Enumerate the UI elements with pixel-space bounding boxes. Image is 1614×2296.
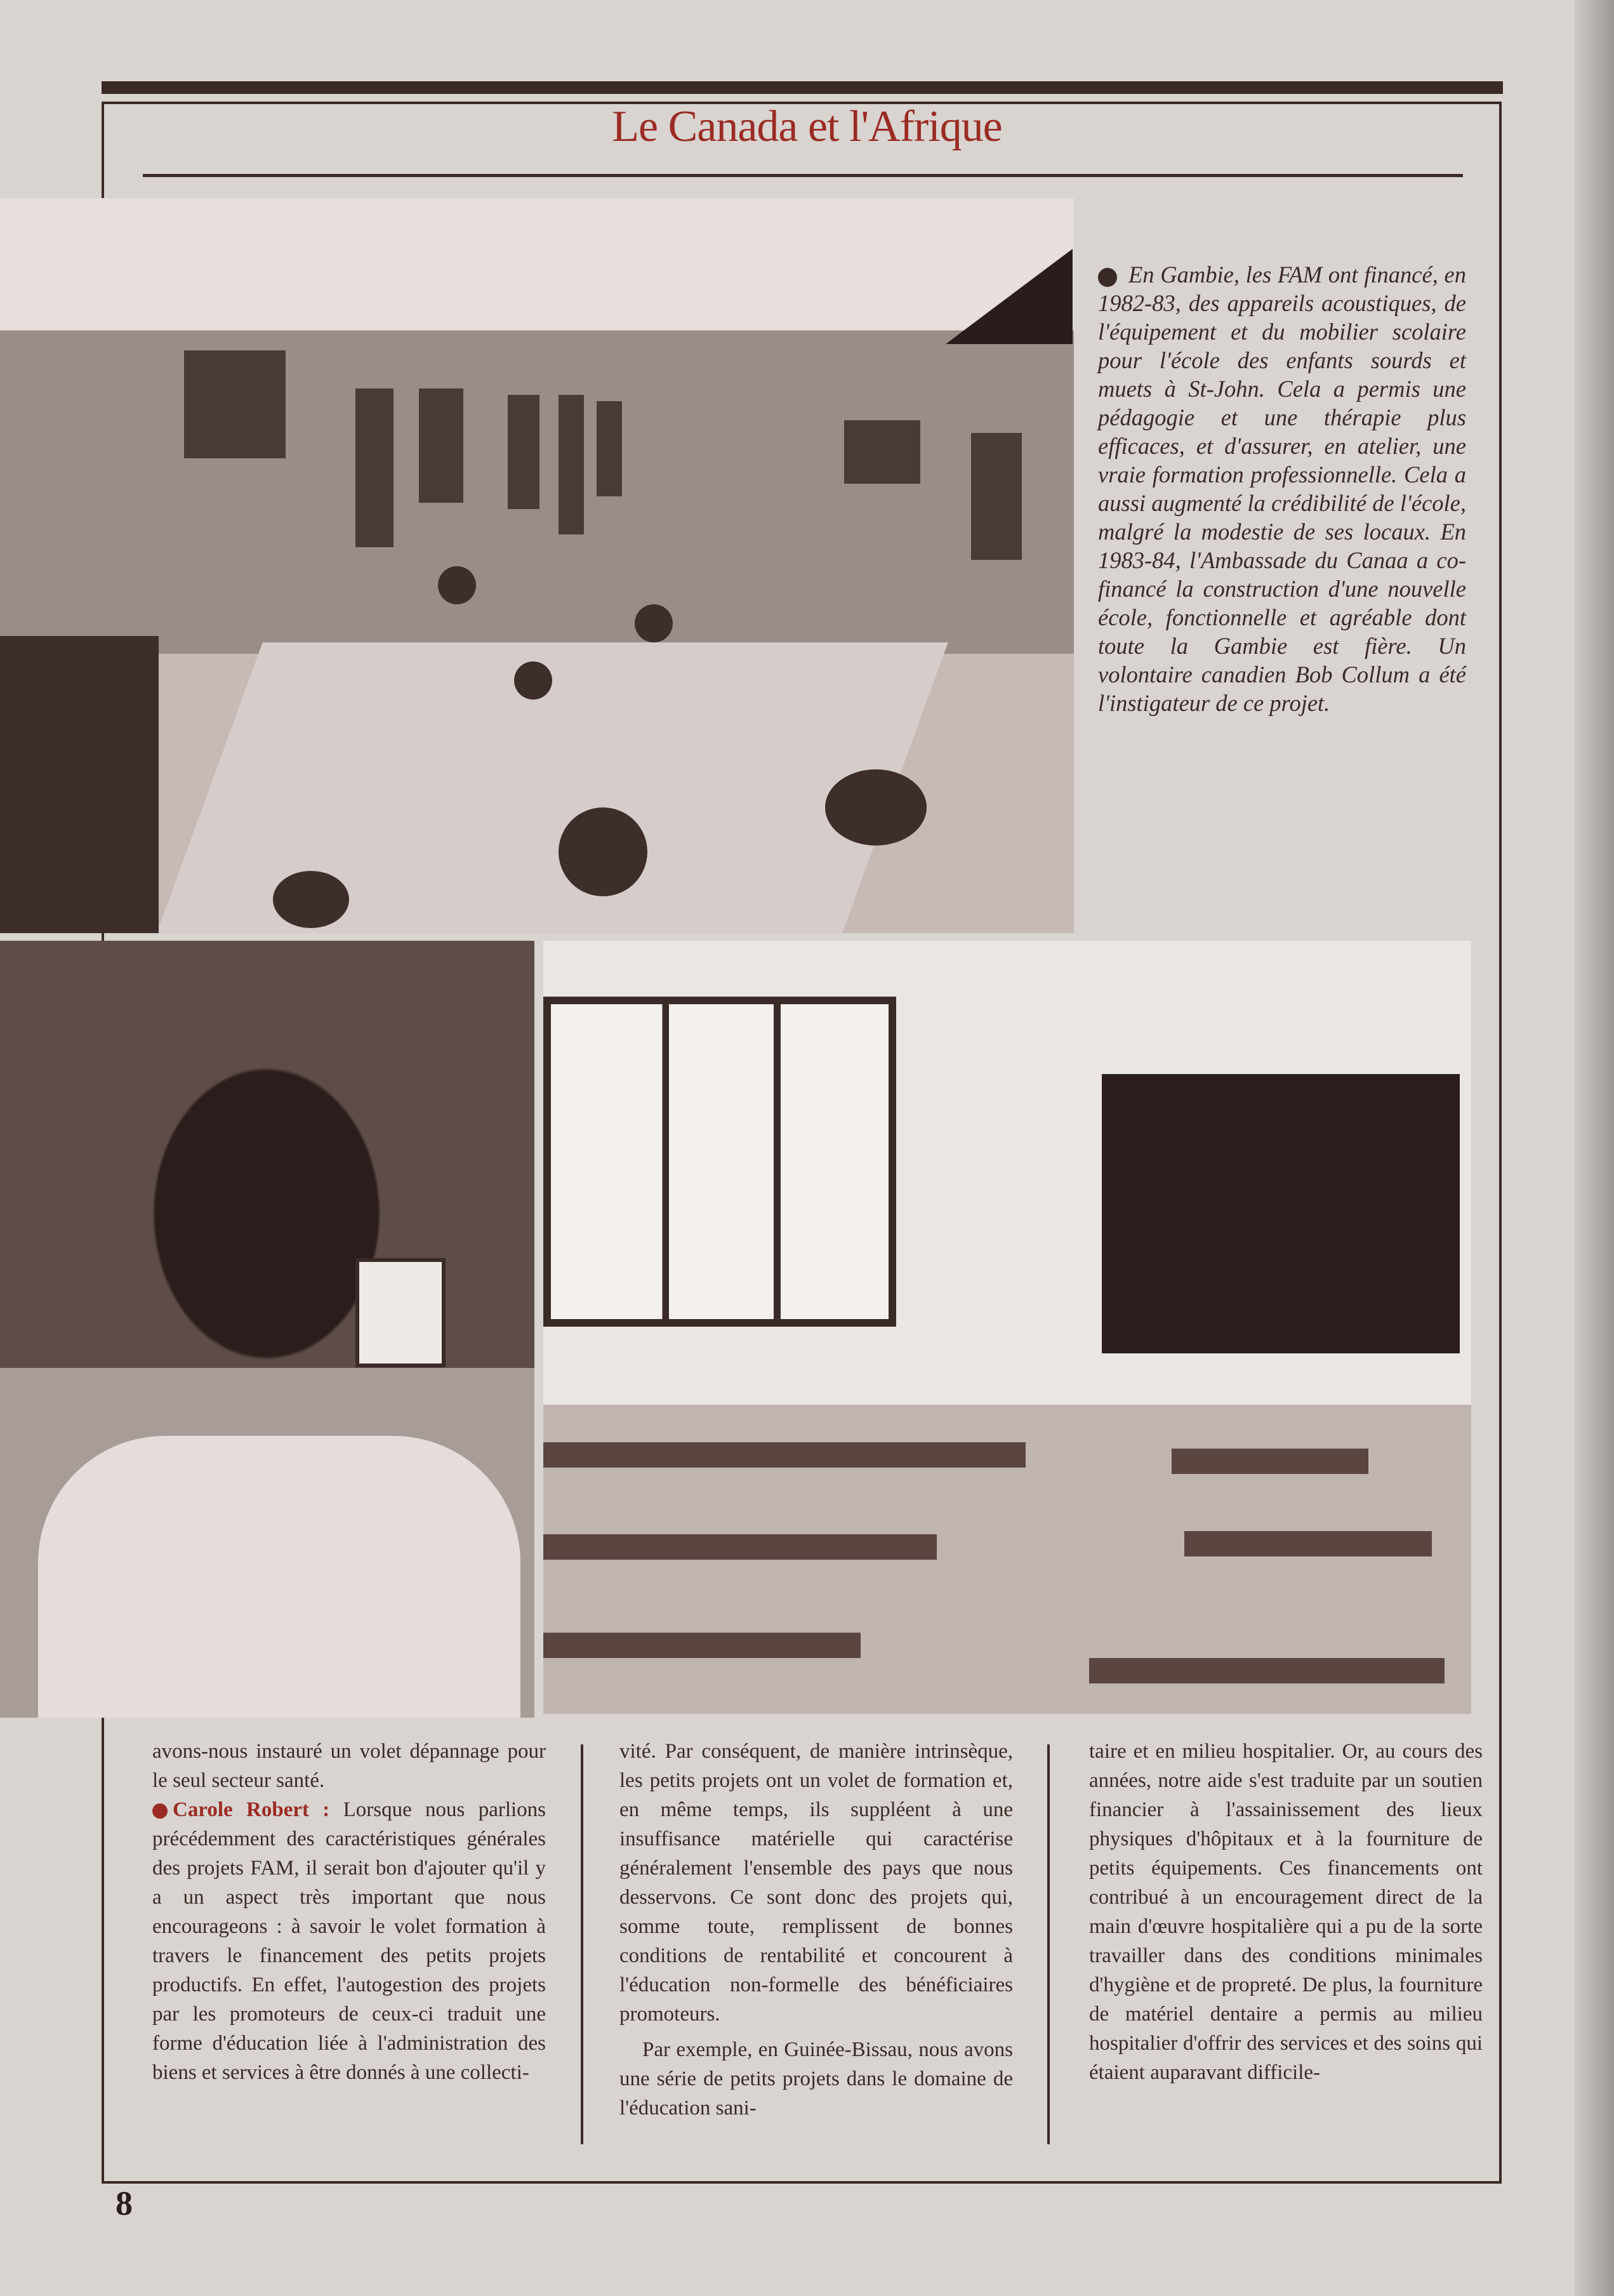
bullet-icon: [152, 1803, 168, 1819]
shrub: [559, 807, 647, 896]
shrub: [635, 604, 673, 642]
shrub: [825, 769, 927, 846]
window: [184, 350, 286, 458]
window: [419, 388, 463, 503]
window: [597, 401, 622, 496]
speaker-name: Carole Robert :: [173, 1798, 330, 1821]
door: [971, 433, 1022, 560]
paragraph: taire et en milieu hospitalier. Or, au cours des années, notre aide s'est traduite par un soutien financier à l'assainissement des lieux physiques d'hôpitaux et à la fourniture de petits équipements. Ces financements ont contribué à un encouragement direct de la main d'œuvre hospitalière qui a pu de la sorte travailler dans des conditions minimales d'hygiène et de propreté. De plus, la fourniture de matériel dentaire a permis au milieu hospitalier d'offrir des services et des soins qui étaient auparavant difficile-: [1089, 1740, 1483, 2084]
door: [355, 388, 394, 547]
blackboard: [1102, 1074, 1460, 1353]
desk: [1184, 1531, 1432, 1556]
gate: [0, 636, 159, 933]
page-number: 8: [116, 2184, 133, 2222]
shrub: [273, 871, 349, 928]
section-title: Le Canada et l'Afrique: [612, 102, 1002, 151]
paragraph: avons-nous instauré un volet dépannage pour le seul secteur santé.: [152, 1740, 546, 1792]
article-column-3: [1089, 1737, 1483, 2087]
photo-student-with-hearing-device: [0, 941, 534, 1718]
door: [559, 395, 584, 534]
desk: [543, 1442, 1026, 1468]
photo-caption: [1098, 260, 1466, 717]
shrub: [438, 566, 476, 604]
desk: [543, 1534, 937, 1560]
paragraph: Par exemple, en Guinée-Bissau, nous avons une série de petits projets dans le domaine de l'éducation sani-: [619, 2038, 1013, 2120]
paragraph: vité. Par conséquent, de manière intrinsèque, les petits projets ont un volet de formation et, en même temps, ils suppléent à une insuffisance matérielle qui caractérise généralement l'ensemble des pays que nous desservons. Ce sont donc des projets qui, somme toute, remplissent de bonnes conditions de rentabilité et concourent à l'éducation non-formelle des bénéficiaires promoteurs.: [619, 1740, 1013, 2026]
shirt: [38, 1436, 520, 1718]
caption-text: En Gambie, les FAM ont financé, en 1982-83, des appareils acoustiques, de l'équipement et du mobilier scolaire pour l'école des enfants sourds et muets à St-John. Cela a permis une pédagogie et une thérapie plus efficaces, et d'assurer, en atelier, une vraie formation professionnelle. Cela a aussi augmenté la crédibilité de l'école, malgré la modestie de ses locaux. En 1983-84, l'Ambassade du Canaa a co-financé la construction d'une nouvelle école, fonctionnelle et agréable dont toute la Gambie est fière. Un volontaire canadien Bob Collum a été l'instigateur de ce projet.: [1098, 262, 1466, 716]
paragraph-text: Lorsque nous parlions précédemment des caractéristiques générales des projets FAM, il serait bon d'ajouter qu'il y a un aspect très important que nous encourageons : à savoir le volet formation à travers le financement des petits projets productifs. En effet, l'autogestion des projets par les promoteurs de ceux-ci traduit une forme d'éducation liée à l'administration des biens et services à être donnés à une collecti-: [152, 1798, 546, 2084]
photo-classroom: [543, 941, 1471, 1714]
page-edge-shadow: [1574, 0, 1614, 2296]
shrub: [514, 661, 552, 700]
photo-school-courtyard: [0, 198, 1074, 933]
article-column-1: [152, 1737, 546, 2087]
hearing-device: [355, 1258, 446, 1367]
column-divider: [1047, 1744, 1050, 2144]
top-rule: [102, 81, 1503, 94]
article-column-2: [619, 1737, 1013, 2123]
classroom-window: [543, 997, 896, 1327]
window: [508, 395, 539, 509]
window: [844, 420, 920, 484]
paragraph: [152, 1795, 546, 2087]
desk: [1089, 1658, 1445, 1683]
desk: [1172, 1449, 1368, 1474]
desk: [543, 1633, 861, 1658]
header-rule: [143, 174, 1463, 177]
bullet-icon: [1098, 268, 1117, 287]
roof-shape: [946, 249, 1073, 344]
column-divider: [581, 1744, 583, 2144]
